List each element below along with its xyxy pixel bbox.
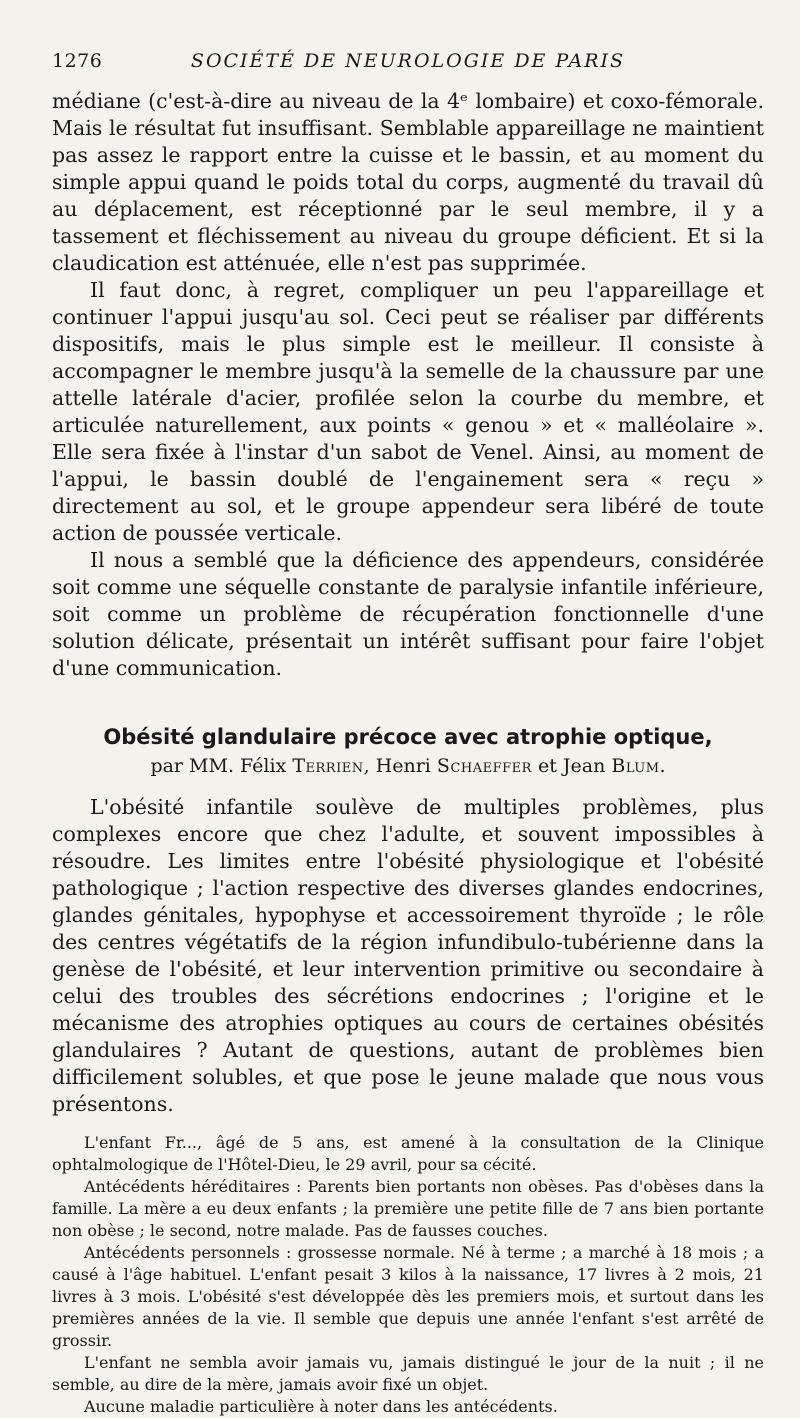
paragraph-conclusion: Il nous a semblé que la déficience des appendeurs, considérée soit comme une séquelle constante de paralysie infantile inférieure, soit comme un problème de récupération fonctionnelle d'une solution délicate, présentait un intérêt suffisant pour faire l'objet d'une communication. bbox=[52, 548, 764, 680]
case-paragraph: L'enfant Fr..., âgé de 5 ans, est amené à la consultation de la Clinique ophtalmologique de l'Hôtel-Dieu, le 29 avril, pour sa cécité. bbox=[52, 1133, 764, 1174]
case-paragraph: L'enfant ne sembla avoir jamais vu, jamais distingué le jour de la nuit ; il ne semble, au dire de la mère, jamais avoir fixé un objet. bbox=[52, 1353, 764, 1394]
article-title: Obésité glandulaire précoce avec atrophie optique, bbox=[103, 725, 713, 749]
case-paragraph: Antécédents héréditaires : Parents bien portants non obèses. Pas d'obèses dans la famille. La mère a eu deux enfants ; la première une petite fille de 7 ans bien portante non obèse ; le second, notre malade. Pas de fausses couches. bbox=[52, 1177, 764, 1240]
page-number: 1276 bbox=[52, 50, 103, 72]
case-paragraph: Aucune maladie particulière à noter dans les antécédents. bbox=[84, 1397, 558, 1416]
running-title: SOCIÉTÉ DE NEUROLOGIE DE PARIS bbox=[190, 50, 626, 72]
case-paragraph: Antécédents personnels : grossesse normale. Né à terme ; a marché à 18 mois ; a causé à l'âge habituel. L'enfant pesait 3 kilos à la naissance, 17 livres à 2 mois, 21 livres à 3 mois. L'obésité s'est développée dès les premiers mois, et surtout dans les premières années de la vie. Il semble que depuis une année l'enfant s'est arrêté de grossir. bbox=[52, 1243, 764, 1350]
author-schaeffer: Schaeffer bbox=[436, 755, 532, 777]
authors-suffix: . bbox=[659, 755, 666, 777]
article-authors bbox=[52, 752, 764, 780]
page-header bbox=[52, 50, 764, 74]
body-text bbox=[52, 88, 764, 1418]
author-terrien: Terrien bbox=[292, 755, 364, 777]
authors-prefix: par MM. Félix bbox=[150, 755, 293, 777]
authors-separator: , Henri bbox=[363, 755, 437, 777]
author-blum: Blum bbox=[611, 755, 660, 777]
intro-paragraph: L'obésité infantile soulève de multiples problèmes, plus complexes encore que chez l'adulte, et souvent impossibles à résoudre. Les limites entre l'obésité physiologique et l'obésité pathologique ; l'action respective des diverses glandes endocrines, glandes génitales, hypophyse et accessoirement thyroïde ; le rôle des centres végétatifs de la région infundibulo-tubérienne dans la genèse de l'obésité, et leur intervention primitive ou secondaire à celui des troubles des sécrétions endocrines ; l'origine et le mécanisme des atrophies optiques au cours de certaines obésités glandulaires ? Autant de questions, autant de problèmes bien difficilement solubles, et que pose le jeune malade que nous vous présentons. bbox=[52, 795, 764, 1116]
paragraph-continuation: médiane (c'est-à-dire au niveau de la 4ᵉ lombaire) et coxo-fémorale. Mais le résultat fut insuffisant. Semblable appareillage ne maintient pas assez le rapport entre la cuisse et le bassin, et au moment du simple appui quand le poids total du corps, augmenté du travail dû au déplacement, est réceptionné par le seul membre, il y a tassement et fléchissement au niveau du groupe déficient. Et si la claudication est atténuée, elle n'est pas supprimée. bbox=[52, 89, 764, 275]
authors-separator-2: et Jean bbox=[531, 755, 612, 777]
paragraph-appareillage: Il faut donc, à regret, compliquer un peu l'appareillage et continuer l'appui jusqu'au sol. Ceci peut se réaliser par différents dispositifs, mais le plus simple est le meilleur. Il consiste à accompagner le membre jusqu'à la semelle de la chaussure par une attelle latérale d'acier, profilée selon la courbe du membre, et articulée naturellement, aux points « genou » et « malléolaire ». Elle sera fixée à l'instar d'un sabot de Venel. Ainsi, au moment de l'appui, le bassin doublé de l'engainement sera « reçu » directement au sol, et le groupe appendeur sera libéré de toute action de poussée verticale. bbox=[52, 278, 764, 545]
